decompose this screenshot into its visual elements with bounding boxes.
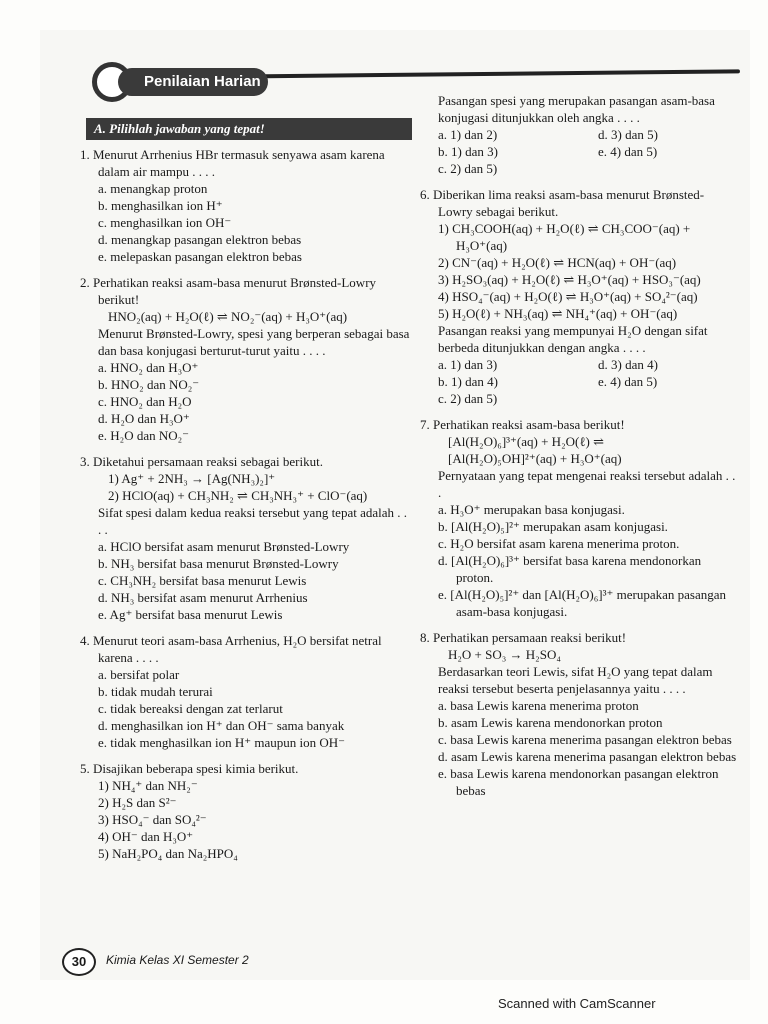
question-text: Sifat spesi dalam kedua reaksi tersebut yang tepat adalah . . . .	[98, 505, 408, 537]
equation-line-2: [Al(H₂O)₅OH]²⁺(aq) + H₃O⁺(aq)	[448, 451, 622, 466]
question-6	[420, 186, 738, 407]
page-number: 30	[62, 948, 96, 976]
question-stem: 4. Menurut teori asam-basa Arrhenius, H₂O bersifat netral karena . . . .	[80, 633, 382, 665]
question-stem: 6. Diberikan lima reaksi asam-basa menurut Brønsted-Lowry sebagai berikut.	[420, 187, 705, 219]
option-d: d. [Al(H₂O)₆]³⁺ bersifat basa karena mendonorkan proton.	[438, 553, 702, 585]
question-8	[420, 629, 738, 799]
equation: 1) Ag⁺ + 2NH₃ → [Ag(NH₃)₂]⁺	[108, 471, 276, 486]
option-e: e. basa Lewis karena mendonorkan pasangan elektron bebas	[438, 766, 719, 798]
empty-cell	[598, 160, 748, 177]
option-d: d. menangkap pasangan elektron bebas	[98, 232, 302, 247]
option-b: b. HNO₂ dan NO₂⁻	[98, 377, 200, 392]
option-b: b. tidak mudah terurai	[98, 684, 213, 699]
question-stem: 7. Perhatikan reaksi asam-basa berikut!	[420, 417, 625, 432]
question-stem: 3. Diketahui persamaan reaksi sebagai berikut.	[80, 454, 323, 469]
option-a: a. basa Lewis karena menerima proton	[438, 698, 639, 713]
option-d: d. asam Lewis karena menerima pasangan elektron bebas	[438, 749, 737, 764]
option-c: c. menghasilkan ion OH⁻	[98, 215, 232, 230]
equation: H₂O + SO₃ → H₂SO₄	[448, 647, 561, 662]
book-title: Kimia Kelas XI Semester 2	[106, 953, 249, 967]
option-e: e. Ag⁺ bersifat basa menurut Lewis	[98, 607, 283, 622]
list-item: 1) NH₄⁺ dan NH₂⁻	[98, 778, 198, 793]
question-text: Pasangan spesi yang merupakan pasangan asam-basa konjugasi ditunjukkan oleh angka . . . .	[438, 93, 715, 125]
list-item: 2) H₂S dan S²⁻	[98, 795, 177, 810]
option-a: a. HClO bersifat asam menurut Brønsted-Lowry	[98, 539, 350, 554]
page-title: Penilaian Harian	[118, 68, 268, 96]
equation: 2) HClO(aq) + CH₃NH₂ ⇌ CH₃NH₃⁺ + ClO⁻(aq)	[108, 488, 368, 503]
scanner-watermark: Scanned with CamScanner	[498, 996, 656, 1011]
question-stem: 1. Menurut Arrhenius HBr termasuk senyawa asam karena dalam air mampu . . . .	[80, 147, 385, 179]
equation: 4) HSO₄⁻(aq) + H₂O(ℓ) ⇌ H₃O⁺(aq) + SO₄²⁻(aq)	[438, 289, 698, 304]
options-grid	[420, 126, 738, 177]
option-e: e. tidak menghasilkan ion H⁺ maupun ion OH⁻	[98, 735, 345, 750]
equation: 5) H₂O(ℓ) + NH₃(aq) ⇌ NH₄⁺(aq) + OH⁻(aq)	[438, 306, 678, 321]
option-a: a. H₃O⁺ merupakan basa konjugasi.	[438, 502, 625, 517]
option-b: b. 1) dan 4)	[438, 374, 498, 389]
option-a: a. 1) dan 2)	[438, 127, 498, 142]
option-a: a. menangkap proton	[98, 181, 208, 196]
question-text: Pernyataan yang tepat mengenai reaksi tersebut adalah . . .	[438, 468, 736, 500]
option-c: c. basa Lewis karena menerima pasangan elektron bebas	[438, 732, 732, 747]
question-7	[420, 416, 738, 620]
section-title: A. Pilihlah jawaban yang tepat!	[86, 118, 412, 140]
question-stem: 5. Disajikan beberapa spesi kimia berikut.	[80, 761, 299, 776]
option-e: e. [Al(H₂O)₅]²⁺ dan [Al(H₂O)₆]³⁺ merupakan pasangan asam-basa konjugasi.	[438, 587, 726, 619]
option-c: c. CH₃NH₂ bersifat basa menurut Lewis	[98, 573, 307, 588]
question-1	[80, 146, 410, 265]
option-e: e. H₂O dan NO₂⁻	[98, 428, 190, 443]
options-grid	[420, 356, 738, 407]
question-5-continued	[420, 92, 738, 177]
option-a: a. bersifat polar	[98, 667, 180, 682]
option-a: a. 1) dan 3)	[438, 357, 498, 372]
option-e: e. melepaskan pasangan elektron bebas	[98, 249, 302, 264]
left-column	[80, 146, 410, 862]
option-d: d. NH₃ bersifat asam menurut Arrhenius	[98, 590, 308, 605]
option-d: d. 3) dan 5)	[598, 127, 658, 142]
equation: 3) H₂SO₃(aq) + H₂O(ℓ) ⇌ H₃O⁺(aq) + HSO₃⁻(aq)	[438, 272, 701, 287]
empty-cell	[598, 390, 748, 407]
question-2	[80, 274, 410, 444]
question-stem: 8. Perhatikan persamaan reaksi berikut!	[420, 630, 627, 645]
question-text: Berdasarkan teori Lewis, sifat H₂O yang tepat dalam reaksi tersebut beserta penjelasannya yaitu . . . .	[438, 664, 713, 696]
question-4	[80, 632, 410, 751]
right-column	[420, 92, 738, 799]
question-stem: 2. Perhatikan reaksi asam-basa menurut Brønsted-Lowry berikut!	[80, 275, 377, 307]
option-b: b. menghasilkan ion H⁺	[98, 198, 223, 213]
option-b: b. NH₃ bersifat basa menurut Brønsted-Lowry	[98, 556, 339, 571]
option-c: c. H₂O bersifat asam karena menerima proton.	[438, 536, 680, 551]
list-item: 3) HSO₄⁻ dan SO₄²⁻	[98, 812, 207, 827]
equation: 1) CH₃COOH(aq) + H₂O(ℓ) ⇌ CH₃COO⁻(aq) + H₃O⁺(aq)	[438, 221, 691, 253]
question-text: Menurut Brønsted-Lowry, spesi yang berperan sebagai basa dan basa konjugasi berturut-turut yaitu . . . .	[98, 326, 410, 358]
question-3	[80, 453, 410, 623]
list-item: 5) NaH₂PO₄ dan Na₂HPO₄	[98, 846, 238, 861]
equation-line-1: [Al(H₂O)₆]³⁺(aq) + H₂O(ℓ) ⇌	[448, 434, 605, 449]
option-d: d. 3) dan 4)	[598, 357, 658, 372]
option-a: a. HNO₂ dan H₃O⁺	[98, 360, 199, 375]
option-b: b. asam Lewis karena mendonorkan proton	[438, 715, 663, 730]
list-item: 4) OH⁻ dan H₃O⁺	[98, 829, 194, 844]
option-e: e. 4) dan 5)	[598, 144, 658, 159]
option-d: d. H₂O dan H₃O⁺	[98, 411, 190, 426]
option-c: c. 2) dan 5)	[438, 161, 498, 176]
option-b: b. [Al(H₂O)₅]²⁺ merupakan asam konjugasi.	[438, 519, 668, 534]
option-c: c. HNO₂ dan H₂O	[98, 394, 192, 409]
option-d: d. menghasilkan ion H⁺ dan OH⁻ sama banyak	[98, 718, 345, 733]
equation: 2) CN⁻(aq) + H₂O(ℓ) ⇌ HCN(aq) + OH⁻(aq)	[438, 255, 677, 270]
option-c: c. 2) dan 5)	[438, 391, 498, 406]
option-b: b. 1) dan 3)	[438, 144, 498, 159]
question-text: Pasangan reaksi yang mempunyai H₂O dengan sifat berbeda ditunjukkan dengan angka . . . .	[438, 323, 708, 355]
option-e: e. 4) dan 5)	[598, 374, 658, 389]
option-c: c. tidak bereaksi dengan zat terlarut	[98, 701, 283, 716]
question-5	[80, 760, 410, 862]
equation: HNO₂(aq) + H₂O(ℓ) ⇌ NO₂⁻(aq) + H₃O⁺(aq)	[108, 309, 348, 324]
